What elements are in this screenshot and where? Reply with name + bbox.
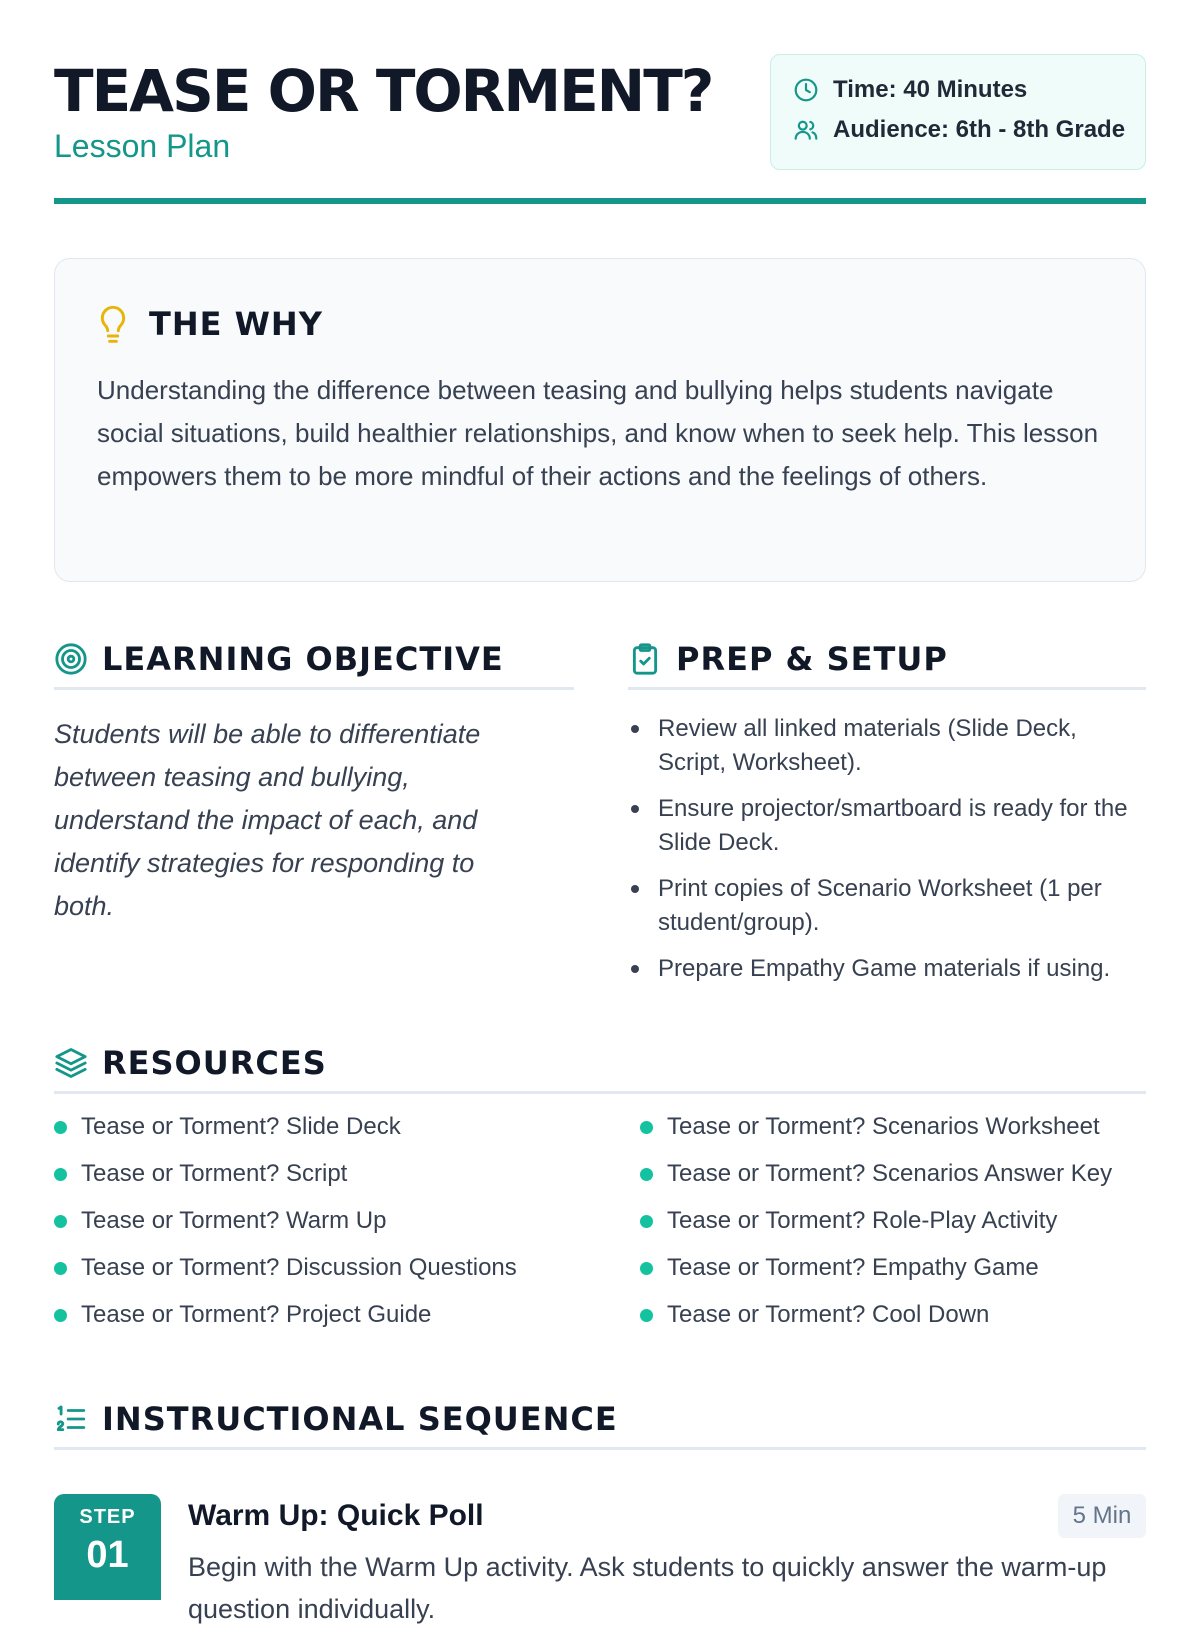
objective-heading: LEARNING OBJECTIVE <box>102 639 504 678</box>
bullet-dot <box>631 885 639 893</box>
bullet-dot <box>640 1121 653 1134</box>
resource-link[interactable]: Tease or Torment? Discussion Questions <box>81 1254 517 1281</box>
list-item-text: Prepare Empathy Game materials if using. <box>658 955 1111 982</box>
resources-list-left <box>54 1110 614 1345</box>
resource-item[interactable] <box>640 1251 1146 1298</box>
sequence-heading: INSTRUCTIONAL SEQUENCE <box>102 1399 618 1438</box>
bullet-dot <box>54 1262 67 1275</box>
audience-row <box>793 115 1125 145</box>
resources-heading: RESOURCES <box>102 1043 327 1082</box>
step-label: STEP <box>79 1506 136 1528</box>
why-heading: THE WHY <box>149 305 323 343</box>
bullet-dot <box>54 1309 67 1322</box>
list-item-text: Print copies of Scenario Worksheet (1 per student/group). <box>658 875 1102 936</box>
bullet-dot <box>54 1168 67 1181</box>
step-badge <box>54 1494 161 1600</box>
resource-item[interactable] <box>54 1204 614 1251</box>
lightbulb-icon <box>97 304 129 344</box>
bullet-dot <box>631 805 639 813</box>
objective-text: Students will be able to differentiate between teasing and bullying, understand the impact of each, and identify strategies for responding to both. <box>54 719 481 921</box>
resource-link[interactable]: Tease or Torment? Scenarios Answer Key <box>667 1160 1113 1187</box>
bullet-dot <box>640 1215 653 1228</box>
bullet-dot <box>640 1168 653 1181</box>
why-text: Understanding the difference between teasing and bullying helps students navigate social situations, build healthier relationships, and know when to seek help. This lesson empowers them to be more mindful of their actions and the feelings of others. <box>97 375 1099 491</box>
list-item-text: Ensure projector/smartboard is ready for the Slide Deck. <box>658 795 1128 856</box>
bullet-dot <box>631 725 639 733</box>
prep-list <box>628 712 1146 998</box>
resource-item[interactable] <box>640 1110 1146 1157</box>
bullet-dot <box>54 1215 67 1228</box>
page-title: TEASE OR TORMENT? <box>54 57 713 125</box>
time-row <box>793 75 1027 105</box>
list-item <box>628 792 1146 860</box>
header <box>54 52 1146 200</box>
step-title: Warm Up: Quick Poll <box>188 1499 484 1532</box>
resource-item[interactable] <box>640 1298 1146 1345</box>
resource-item[interactable] <box>54 1110 614 1157</box>
resource-item[interactable] <box>54 1251 614 1298</box>
resource-item[interactable] <box>640 1157 1146 1204</box>
resources-list-right <box>640 1110 1146 1345</box>
resource-link[interactable]: Tease or Torment? Warm Up <box>81 1207 387 1234</box>
prep-heading-row <box>628 630 1146 690</box>
clock-icon <box>793 77 819 103</box>
lesson-plan-page <box>54 0 1146 1624</box>
step-description: Begin with the Warm Up activity. Ask students to quickly answer the warm-up question individually. <box>188 1552 1107 1624</box>
resource-link[interactable]: Tease or Torment? Role-Play Activity <box>667 1207 1058 1234</box>
numbered-list-icon <box>54 1402 88 1436</box>
step-duration-badge: 5 Min <box>1058 1494 1146 1538</box>
target-icon <box>54 642 88 676</box>
resource-link[interactable]: Tease or Torment? Scenarios Worksheet <box>667 1113 1100 1140</box>
objective-heading-row <box>54 630 574 690</box>
header-divider <box>54 198 1146 204</box>
audience-text: Audience: 6th - 8th Grade <box>833 116 1126 143</box>
lesson-meta-box <box>770 54 1146 170</box>
why-heading-row <box>97 301 323 347</box>
resource-item[interactable] <box>54 1298 614 1345</box>
bullet-dot <box>54 1121 67 1134</box>
list-item <box>628 952 1146 986</box>
sequence-heading-row <box>54 1390 1146 1450</box>
bullet-dot <box>640 1309 653 1322</box>
users-icon <box>793 117 819 143</box>
layers-icon <box>54 1046 88 1080</box>
clipboard-check-icon <box>628 642 662 676</box>
resource-link[interactable]: Tease or Torment? Empathy Game <box>667 1254 1039 1281</box>
bullet-dot <box>631 965 639 973</box>
resource-item[interactable] <box>640 1204 1146 1251</box>
resource-item[interactable] <box>54 1157 614 1204</box>
time-text: Time: 40 Minutes <box>833 76 1028 103</box>
list-item <box>628 872 1146 940</box>
resource-link[interactable]: Tease or Torment? Cool Down <box>667 1301 990 1328</box>
resource-link[interactable]: Tease or Torment? Project Guide <box>81 1301 432 1328</box>
list-item-text: Review all linked materials (Slide Deck, Script, Worksheet). <box>658 715 1077 776</box>
resources-heading-row <box>54 1034 1146 1094</box>
prep-heading: PREP & SETUP <box>676 639 948 678</box>
resource-link[interactable]: Tease or Torment? Script <box>81 1160 348 1187</box>
step-number: 01 <box>86 1534 129 1576</box>
page-subtitle: Lesson Plan <box>54 128 231 164</box>
why-card <box>54 258 1146 582</box>
resource-link[interactable]: Tease or Torment? Slide Deck <box>81 1113 401 1140</box>
bullet-dot <box>640 1262 653 1275</box>
list-item <box>628 712 1146 780</box>
